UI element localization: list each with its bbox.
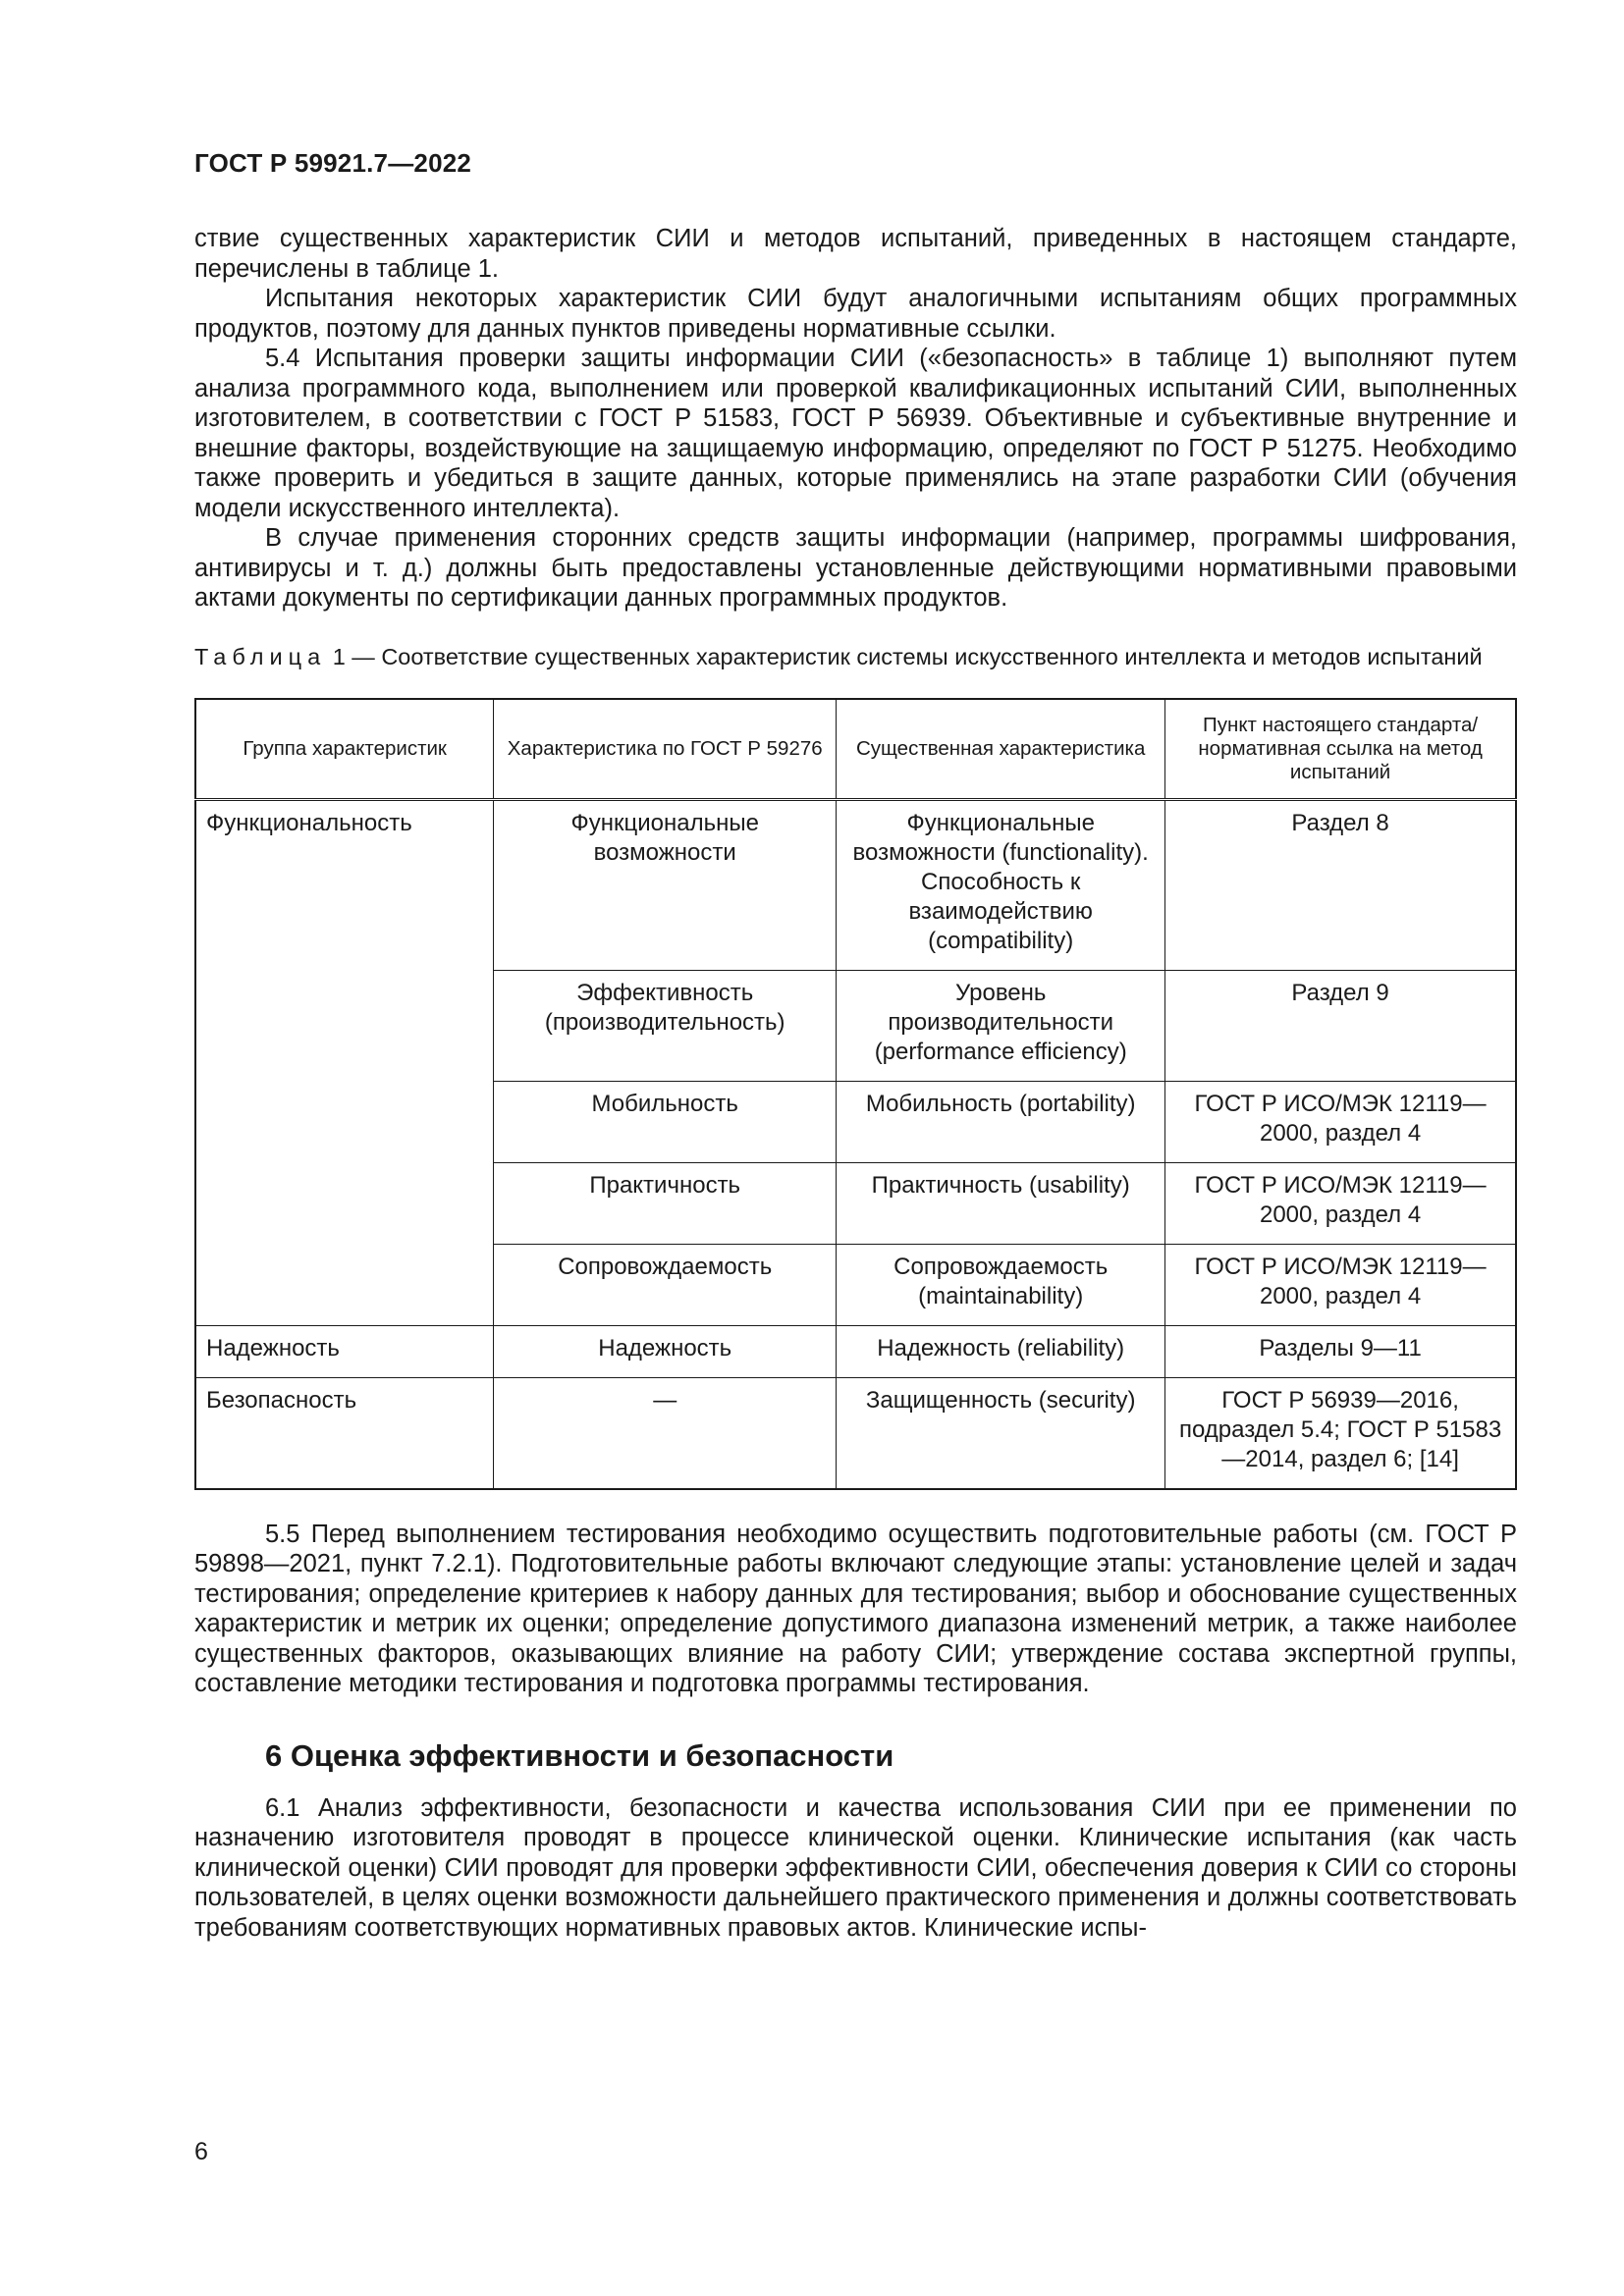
table-cell-essential: Надежность (reliability) [837, 1325, 1165, 1377]
paragraph-continuation: ствие существенных характеристик СИИ и методов испытаний, приведенных в настоящем стандарте, перечислены в таблице 1. [194, 225, 1517, 283]
table-cell-reference: Разделы 9—11 [1165, 1325, 1516, 1377]
table-header-cell: Характеристика по ГОСТ Р 59276 [494, 699, 837, 800]
table-row [195, 799, 1516, 970]
paragraph-5-5: 5.5 Перед выполнением тестирования необходимо осуществить подготовительные работы (см. ГОСТ Р 59898—2021, пункт 7.2.1). Подготовительные работы включают следующие этапы: установление целей и задач тестирования; определение критериев к набору данных для тестирования; выбор и обоснование существенных характеристик и метрик их оценки; определение допустимого диапазона изменений метрик, а также наиболее существенных факторов, оказывающих влияние на работу СИИ; утверждение состава экспертной группы, составление методики тестирования и подготовка программы тестирования. [194, 1520, 1517, 1697]
table-cell-essential: Сопровождаемость (maintainability) [837, 1244, 1165, 1325]
table-cell-group: Безопасность [195, 1377, 494, 1489]
table-cell-essential: Практичность (usability) [837, 1162, 1165, 1244]
section-title: 6 Оценка эффективности и безопасности [265, 1737, 894, 1773]
paragraph-5-4: 5.4 Испытания проверки защиты информации СИИ («безопасность» в таблице 1) выполняют путем анализа программного кода, выполнением или проверкой квалификационных испытаний СИИ, выполненных изготовителем, в соответствии с ГОСТ Р 51583, ГОСТ Р 56939. Объективные и субъективные внутренние и внешние факторы, воздействующие на защищаемую информацию, определяют по ГОСТ Р 51275. Необходимо также проверить и убедиться в защите данных, которые применялись на этапе разработки СИИ (обучения модели искусственного интеллекта). [194, 345, 1517, 522]
paragraph: Испытания некоторых характеристик СИИ будут аналогичными испытаниям общих программных продуктов, поэтому для данных пунктов приведены нормативные ссылки. [194, 285, 1517, 343]
table-cell-group: Надежность [195, 1325, 494, 1377]
table-cell-characteristic: Практичность [494, 1162, 837, 1244]
table-header-cell: Существенная характеристика [837, 699, 1165, 800]
table-caption-text: 1 — Соответствие существенных характеристик системы искусственного интеллекта и методов испытаний [332, 643, 1483, 669]
table-header-cell: Группа характеристик [195, 699, 494, 800]
table-cell-essential: Мобильность (portability) [837, 1081, 1165, 1162]
table-caption [194, 643, 1517, 670]
characteristics-table [194, 698, 1517, 1490]
document-header: ГОСТ Р 59921.7—2022 [194, 148, 472, 178]
table-cell-essential: Уровень производительности (performance efficiency) [837, 970, 1165, 1081]
table-cell-reference: ГОСТ Р 56939—2016, подраздел 5.4; ГОСТ Р 51583—2014, раздел 6; [14] [1165, 1377, 1516, 1489]
table-cell-reference: ГОСТ Р ИСО/МЭК 12119—2000, раздел 4 [1165, 1162, 1516, 1244]
table-cell-reference: ГОСТ Р ИСО/МЭК 12119—2000, раздел 4 [1165, 1081, 1516, 1162]
table-header-cell: Пункт настоящего стандарта/ нормативная ссылка на метод испытаний [1165, 699, 1516, 800]
table-header-row [195, 699, 1516, 800]
table-cell-reference: Раздел 9 [1165, 970, 1516, 1081]
table-cell-characteristic: Сопровождаемость [494, 1244, 837, 1325]
table-caption-label: Таблица [194, 643, 327, 669]
paragraph: В случае применения сторонних средств защиты информации (например, программы шифрования, антивирусы и т. д.) должны быть предоставлены установленные действующими нормативными правовыми актами документы по сертификации данных программных продуктов. [194, 524, 1517, 612]
table-cell-reference: ГОСТ Р ИСО/МЭК 12119—2000, раздел 4 [1165, 1244, 1516, 1325]
table-cell-characteristic: — [494, 1377, 837, 1489]
table-cell-reference: Раздел 8 [1165, 799, 1516, 970]
table-cell-group: Функциональность [195, 799, 494, 1325]
table-cell-essential: Функциональные возможности (functionality). Способность к взаимодействию (compatibility) [837, 799, 1165, 970]
page-number: 6 [194, 2138, 208, 2165]
paragraph-6-1: 6.1 Анализ эффективности, безопасности и качества использования СИИ при ее применении по назначению изготовителя проводят в процессе клинической оценки. Клинические испытания (как часть клинической оценки) СИИ проводят для проверки эффективности СИИ, обеспечения доверия к СИИ со стороны пользователей, в целях оценки возможности дальнейшего практического применения и должны соответствовать требованиям соответствующих нормативных правовых актов. Клинические испы- [194, 1793, 1517, 1942]
table-cell-characteristic: Функциональные возможности [494, 799, 837, 970]
table-cell-characteristic: Эффективность (производительность) [494, 970, 837, 1081]
table-cell-characteristic: Надежность [494, 1325, 837, 1377]
table-row [195, 1377, 1516, 1489]
table-cell-characteristic: Мобильность [494, 1081, 837, 1162]
body-text [194, 224, 1517, 1943]
table-cell-essential: Защищенность (security) [837, 1377, 1165, 1489]
table-row [195, 1325, 1516, 1377]
